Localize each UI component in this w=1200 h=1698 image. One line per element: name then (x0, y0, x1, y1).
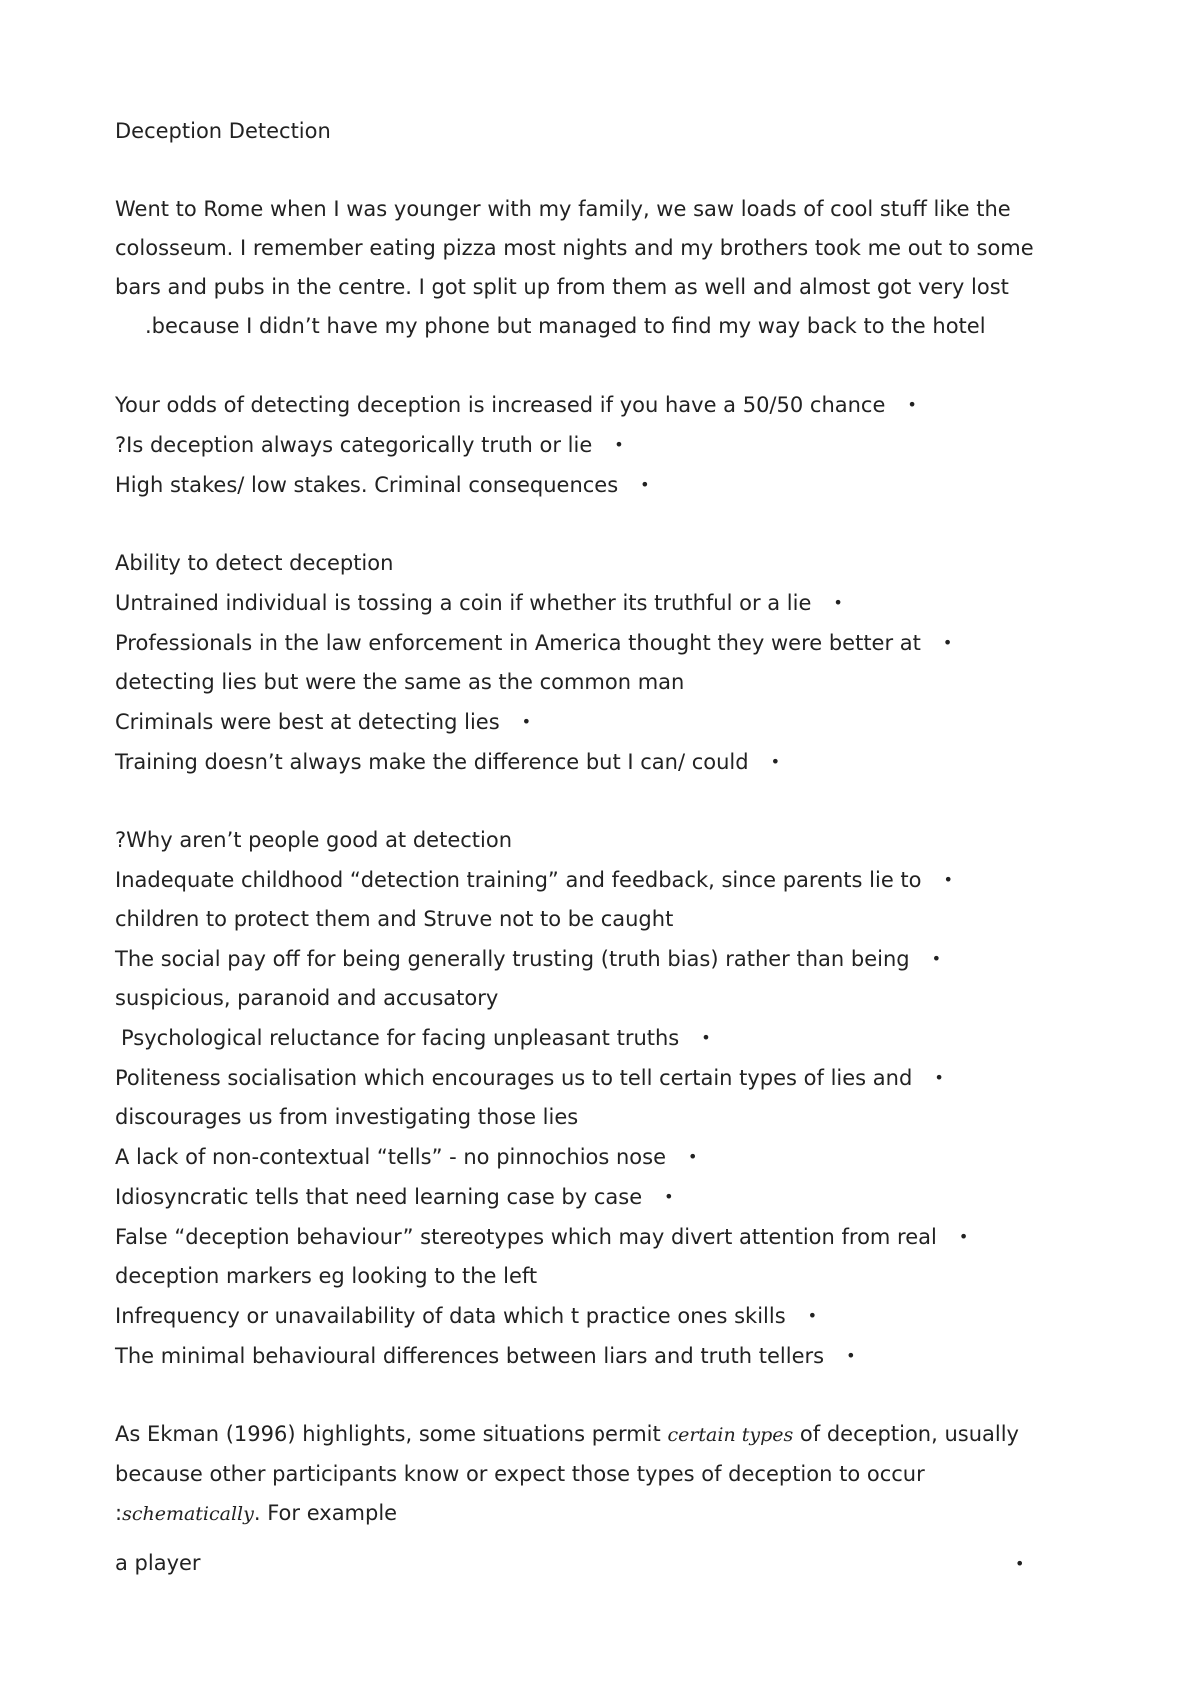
bullet-item (115, 1137, 1095, 1177)
bullet-icon: • (942, 633, 953, 652)
bullet-text-continuation: deception markers eg looking to the left (115, 1264, 538, 1288)
bullet-item (115, 385, 1095, 425)
bullet-item (115, 1217, 1095, 1257)
intro-line-2: colosseum. I remember eating pizza most nights and my brothers took me out to some (115, 236, 1034, 260)
bullet-text: Inadequate childhood “detection training” and feedback, since parents lie to (115, 868, 922, 892)
bullet-icon: • (907, 395, 917, 414)
bullet-text: Psychological reluctance for facing unpleasant truths (121, 1026, 680, 1050)
ekman-text: : (115, 1501, 123, 1525)
bullet-text: The minimal behavioural differences between liars and truth tellers (115, 1344, 825, 1368)
intro-line-3: bars and pubs in the centre. I got split up from them as well and almost got very lost (115, 275, 1009, 299)
bullet-text: ?Is deception always categorically truth or lie (115, 433, 593, 457)
bullet-icon: • (931, 949, 942, 968)
section-heading-why: ?Why aren’t people good at detection (115, 828, 513, 852)
intro-line-4: .because I didn’t have my phone but managed to find my way back to the hotel (145, 314, 986, 338)
ekman-emphasis: certain types (667, 1424, 794, 1446)
bullet-icon: • (640, 475, 650, 494)
bullet-icon: • (934, 1068, 944, 1087)
bullet-icon: • (770, 752, 781, 771)
bullet-item (115, 583, 1095, 623)
bullet-item (115, 1177, 1095, 1217)
bullet-item (115, 623, 1095, 663)
document-title: Deception Detection (115, 119, 331, 143)
bullet-item (115, 465, 1095, 505)
bullet-icon: • (833, 593, 843, 612)
bullet-text-continuation: detecting lies but were the same as the common man (115, 670, 685, 694)
bullet-item (115, 425, 1095, 465)
bullet-text: Untrained individual is tossing a coin if whether its truthful or a lie (115, 591, 812, 615)
ekman-text: of deception, usually (793, 1422, 1019, 1446)
bullet-text: False “deception behaviour” stereotypes which may divert attention from real (115, 1225, 937, 1249)
bullet-text: Your odds of detecting deception is increased if you have a 50/50 chance (115, 393, 886, 417)
bullet-text-continuation: children to protect them and Struve not to be caught (115, 907, 674, 931)
bullet-icon: • (846, 1346, 856, 1365)
ekman-text: As Ekman (1996) highlights, some situations permit (115, 1422, 668, 1446)
bullet-icon: • (943, 870, 953, 889)
bullet-text: Training doesn’t always make the difference but I can/ could (115, 750, 749, 774)
ekman-paragraph-line-1 (115, 1415, 1095, 1455)
bullet-item (115, 1058, 1095, 1098)
bullet-icon: • (521, 712, 532, 731)
ekman-text: . For example (253, 1501, 398, 1525)
document-body (115, 112, 1095, 1583)
bullet-text-continuation: discourages us from investigating those lies (115, 1105, 579, 1129)
intro-line-1: Went to Rome when I was younger with my family, we saw loads of cool stuff like the (115, 197, 1011, 221)
bullet-text-continuation: suspicious, paranoid and accusatory (115, 986, 499, 1010)
bullet-icon: • (958, 1227, 969, 1246)
bullet-text: Politeness socialisation which encourages us to tell certain types of lies and (115, 1066, 913, 1090)
bullet-icon: • (807, 1306, 818, 1325)
bullet-icon: • (701, 1028, 711, 1047)
bullet-text: Criminals were best at detecting lies (115, 710, 500, 734)
bullet-item (115, 939, 1095, 979)
bullet-text: a player (115, 1551, 201, 1575)
ekman-emphasis: schematically (122, 1503, 254, 1525)
bullet-text: Professionals in the law enforcement in America thought they were better at (115, 631, 921, 655)
bullet-item (115, 1544, 1095, 1583)
bullet-item (115, 1336, 1095, 1376)
bullet-item (115, 742, 1095, 782)
bullet-text: Idiosyncratic tells that need learning case by case (115, 1185, 643, 1209)
bullet-text: Infrequency or unavailability of data which t practice ones skills (115, 1304, 786, 1328)
bullet-item (115, 702, 1095, 742)
bullet-icon: • (688, 1147, 698, 1166)
section-heading-ability: Ability to detect deception (115, 551, 394, 575)
ekman-paragraph-line-3 (115, 1494, 1095, 1534)
bullet-item (115, 1018, 1095, 1058)
bullet-item (115, 860, 1095, 900)
bullet-item (115, 1296, 1095, 1336)
bullet-text: High stakes/ low stakes. Criminal consequences (115, 473, 619, 497)
ekman-paragraph-line-2: because other participants know or expect those types of deception to occur (115, 1462, 925, 1486)
bullet-icon: • (1015, 1554, 1025, 1573)
bullet-icon: • (614, 435, 624, 454)
bullet-text: A lack of non-contextual “tells” - no pinnochios nose (115, 1145, 667, 1169)
bullet-text: The social pay off for being generally trusting (truth bias) rather than being (115, 947, 910, 971)
bullet-icon: • (664, 1187, 674, 1206)
